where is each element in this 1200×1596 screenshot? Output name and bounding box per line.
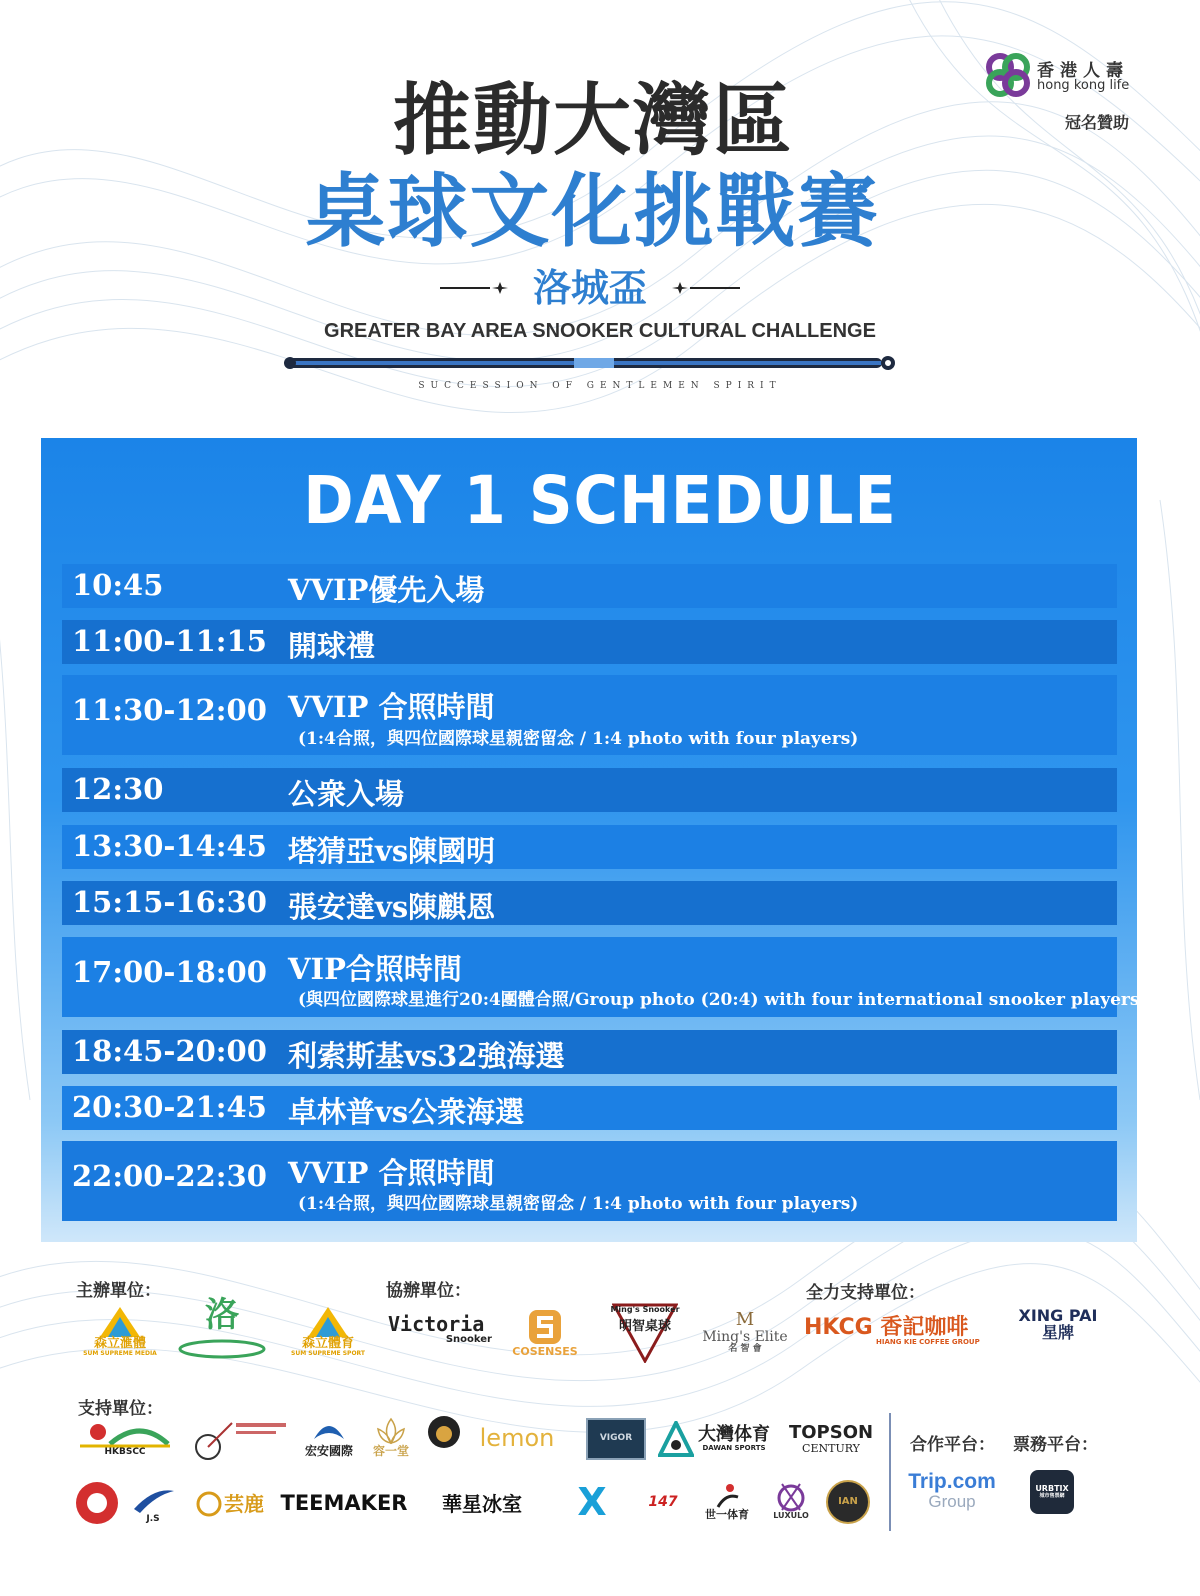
support-name: 世一体育 bbox=[705, 1508, 749, 1522]
support-logo bbox=[658, 1418, 778, 1460]
co-organizer-sub: Ming's Snooker bbox=[610, 1305, 680, 1314]
support-sub: DAWAN SPORTS bbox=[702, 1443, 766, 1452]
row-note: (1:4合照，與四位國際球星親密留念 / 1:4 photo with four players) bbox=[298, 1194, 859, 1214]
ticketing-name: URBTIX bbox=[1035, 1484, 1069, 1494]
schedule-row bbox=[62, 620, 1117, 664]
support-name: X bbox=[577, 1480, 607, 1525]
organizer-name: 洛 bbox=[205, 1295, 239, 1335]
full-support-name: XING PAI 星牌 bbox=[1018, 1306, 1098, 1342]
support-name: J.S bbox=[146, 1514, 160, 1525]
support-logo bbox=[826, 1480, 870, 1524]
organizer-name: 森立體育 bbox=[301, 1336, 354, 1352]
support-name: IAN bbox=[838, 1495, 858, 1507]
ticket-label: 票務平台： bbox=[1013, 1435, 1098, 1455]
title-sponsor bbox=[985, 50, 1155, 130]
sponsor-name-cn: 香港人壽 bbox=[1037, 61, 1129, 81]
co-organizer-sub: Snooker bbox=[445, 1334, 492, 1346]
support-logo bbox=[562, 1478, 622, 1528]
row-time: 18:45-20:00 bbox=[72, 1034, 267, 1068]
support-name: TEEMAKER bbox=[280, 1490, 408, 1515]
row-time: 12:30 bbox=[72, 772, 164, 806]
title-line2: 桌球文化挑戰賽 bbox=[305, 165, 880, 258]
sparkle-line-icon bbox=[440, 282, 510, 294]
organizer-sub: SUM SUPREME SPORT bbox=[291, 1349, 365, 1357]
schedule-row bbox=[62, 881, 1117, 925]
support-logo bbox=[280, 1486, 408, 1520]
dawan-sports-icon bbox=[658, 1421, 694, 1457]
support-logo bbox=[790, 1416, 872, 1462]
swoosh-logo-icon bbox=[130, 1485, 176, 1515]
support-logo bbox=[764, 1476, 818, 1526]
support-name: VIGOR bbox=[599, 1433, 633, 1444]
organizer-logo bbox=[288, 1300, 368, 1364]
title-line1: 推動大灣區 bbox=[392, 76, 793, 166]
schedule-row bbox=[62, 1030, 1117, 1074]
sponsor-name-en: hong kong life bbox=[1037, 78, 1130, 93]
deer-icon bbox=[196, 1491, 222, 1517]
hong-kong-life-logo-icon bbox=[985, 52, 1031, 98]
co-organizer-name: Ming's Elite bbox=[702, 1329, 788, 1346]
support-name: 芸鹿 bbox=[224, 1491, 264, 1516]
co-organizer-logo bbox=[505, 1302, 585, 1364]
full-support-logo bbox=[1008, 1300, 1108, 1350]
snooker-cue-icon bbox=[284, 352, 896, 374]
schedule-row bbox=[62, 937, 1148, 1017]
row-time: 11:00-11:15 bbox=[72, 624, 267, 658]
wing-logo-icon bbox=[312, 1419, 346, 1445]
organizer-name: 森立滙體 bbox=[93, 1336, 146, 1352]
support-name: 容一堂 bbox=[372, 1443, 409, 1458]
row-event: VVIP優先入場 bbox=[288, 573, 485, 607]
organizers-label: 主辦單位： bbox=[76, 1281, 161, 1301]
ticketing-logo[interactable] bbox=[1030, 1470, 1074, 1514]
support-name: lemon bbox=[479, 1424, 555, 1453]
support-logo bbox=[700, 1478, 754, 1526]
co-organizer-name: Victoria bbox=[388, 1312, 485, 1337]
row-time: 11:30-12:00 bbox=[72, 693, 267, 727]
row-event: VVIP 合照時間 bbox=[288, 1156, 495, 1190]
sparkle-line-icon bbox=[670, 282, 740, 294]
seal-icon bbox=[87, 1493, 107, 1513]
ticketing-sub: 城市售票網 bbox=[1039, 1492, 1065, 1499]
support-label: 支持單位： bbox=[78, 1399, 163, 1419]
sponsor-role: 冠名贊助 bbox=[1065, 113, 1130, 132]
billiard-ball-icon bbox=[80, 1422, 170, 1448]
schedule-row bbox=[62, 825, 1117, 869]
row-time: 22:00-22:30 bbox=[72, 1159, 267, 1193]
co-organizer-name: COSENSES bbox=[512, 1345, 578, 1359]
support-logo bbox=[424, 1410, 464, 1462]
m-mark-icon: M bbox=[735, 1309, 755, 1331]
schedule-row bbox=[62, 675, 1117, 755]
support-logo bbox=[128, 1480, 178, 1530]
row-event: 張安達vs陳麒恩 bbox=[288, 890, 496, 924]
full-support-sub: HIANG KIE COFFEE GROUP bbox=[876, 1337, 980, 1346]
row-event: 開球禮 bbox=[288, 629, 376, 663]
schedule-title: DAY 1 SCHEDULE bbox=[303, 462, 897, 539]
support-name: 華星冰室 bbox=[442, 1491, 522, 1516]
support-logo bbox=[366, 1410, 416, 1464]
partner-name: Trip.com bbox=[908, 1470, 996, 1494]
support-logo bbox=[188, 1486, 272, 1522]
support-logo bbox=[76, 1416, 174, 1464]
row-event: 塔猜亞vs陳國明 bbox=[288, 834, 496, 868]
triangle-logo-icon bbox=[100, 1307, 140, 1337]
subtitle: 洛城盃 bbox=[532, 266, 647, 310]
cyclist-logo-icon bbox=[192, 1413, 288, 1461]
co-organizers-label: 協辦單位： bbox=[386, 1281, 471, 1301]
organizer-sub: SUM SUPREME MEDIA bbox=[83, 1349, 157, 1357]
full-support-name: HKCG 香記咖啡 bbox=[804, 1314, 969, 1340]
support-name: HKBSCC bbox=[104, 1447, 146, 1458]
row-event: 利索斯基vs32強海選 bbox=[288, 1039, 565, 1073]
support-name: 大灣体育 bbox=[698, 1423, 770, 1445]
partner-sub: Group bbox=[928, 1492, 976, 1512]
schedule-row bbox=[62, 1141, 1117, 1221]
row-time: 15:15-16:30 bbox=[72, 885, 267, 919]
full-support-logo bbox=[804, 1308, 994, 1354]
schedule-row bbox=[62, 768, 1117, 812]
co-organizer-sub: 名 智 會 bbox=[728, 1344, 762, 1355]
support-name: LUXULO bbox=[773, 1510, 809, 1520]
row-event: VIP合照時間 bbox=[288, 952, 462, 986]
cosenses-logo-icon bbox=[527, 1308, 563, 1346]
support-logo bbox=[190, 1412, 290, 1462]
motto: SUCCESSION OF GENTLEMEN SPIRIT bbox=[418, 381, 782, 391]
support-sub: CENTURY bbox=[802, 1441, 860, 1455]
row-note: (與四位國際球星進行20:4團體合照/Group photo (20:4) with four international snooker players) bbox=[298, 990, 1148, 1010]
schedule-row bbox=[62, 564, 1117, 608]
partner-logo[interactable] bbox=[904, 1466, 1000, 1516]
row-note: (1:4合照，與四位國際球星親密留念 / 1:4 photo with four players) bbox=[298, 729, 859, 749]
co-organizer-logo bbox=[388, 1298, 492, 1362]
row-time: 10:45 bbox=[72, 568, 164, 602]
co-organizer-name: 明智桌球 bbox=[618, 1319, 671, 1334]
support-logo bbox=[636, 1478, 690, 1526]
row-time: 20:30-21:45 bbox=[72, 1090, 267, 1124]
schedule-row bbox=[62, 1086, 1117, 1130]
row-event: 公衆入場 bbox=[288, 777, 405, 811]
footer-divider bbox=[889, 1413, 891, 1531]
support-name: 宏安國際 bbox=[304, 1443, 353, 1458]
runner-icon bbox=[712, 1483, 742, 1509]
support-logo bbox=[298, 1412, 360, 1464]
row-event: 卓林普vs公衆海選 bbox=[288, 1095, 525, 1129]
subtitle-block bbox=[440, 263, 740, 313]
organizer-logo bbox=[176, 1296, 268, 1362]
support-logo bbox=[586, 1418, 646, 1460]
full-support-label: 全力支持單位： bbox=[806, 1283, 925, 1303]
support-name: 147 bbox=[648, 1493, 678, 1510]
row-event: VVIP 合照時間 bbox=[288, 690, 495, 724]
lotus-logo-icon bbox=[374, 1417, 408, 1445]
triangle-logo-icon bbox=[308, 1307, 348, 1337]
row-time: 17:00-18:00 bbox=[72, 955, 267, 989]
support-logo bbox=[472, 1422, 562, 1456]
co-organizer-logo bbox=[700, 1304, 790, 1362]
support-logo bbox=[76, 1482, 118, 1524]
co-organizer-logo bbox=[610, 1300, 680, 1364]
luxulo-logo-icon bbox=[774, 1482, 808, 1512]
partner-label: 合作平台： bbox=[910, 1435, 995, 1455]
support-name: TOPSON bbox=[788, 1421, 874, 1443]
english-title: GREATER BAY AREA SNOOKER CULTURAL CHALLENGE bbox=[324, 320, 876, 342]
organizer-logo bbox=[80, 1300, 160, 1364]
lion-logo-icon bbox=[425, 1412, 463, 1460]
row-time: 13:30-14:45 bbox=[72, 829, 267, 863]
support-logo bbox=[412, 1484, 552, 1524]
